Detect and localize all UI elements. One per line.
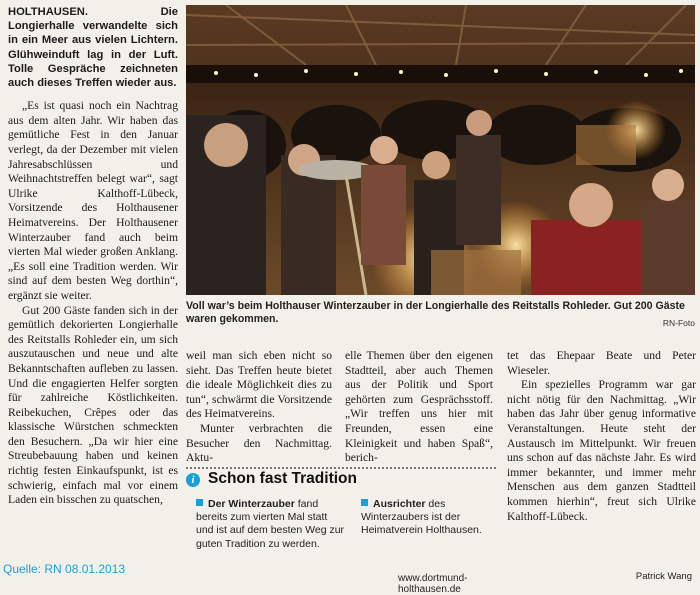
info-item-text: fand bereits zum vierten Mal statt und ist auf dem besten Weg zur guten Tradition zu werden. — [196, 498, 345, 550]
article-paragraph: tet das Ehepaar Beate und Peter Wieseler. — [507, 349, 696, 377]
event-photo — [186, 5, 695, 295]
info-item — [361, 498, 501, 538]
article-paragraph: „Es ist quasi noch ein Nachtrag aus dem alten Jahr. Wir haben das gemütliche Fest in den Januar verlegt, da der Dezember mit vielen Jahresabschlüssen und Weihnachtstreffen belegt war“, sagt Ulrike Kalthoff-Lübeck, Vorsitzende des Holthausener Heimatvereins. Der Holthausener Winterzauber fand auch beim vierten Mal wieder großen Anklang. „Es soll eine Tradition werden. Wir sind auf dem besten Weg dorthin“, ergänzt sie weiter. — [8, 99, 178, 302]
article-column-2 — [186, 349, 332, 466]
info-box — [186, 470, 500, 595]
lead-text: Die Longierhalle verwandelte sich in ein Meer aus vielen Lichtern. Glühweinduft lag in der Luft. Tolle Gespräche zeichneten auch dieses Treffen wieder aus. — [8, 6, 178, 90]
article-paragraph: Gut 200 Gäste fanden sich in der gemütlich dekorierten Longierhalle des Reitstalls Rohleder ein, um sich auszutauschen und neue und alte Bekanntschaften aufleben zu lassen. Und die engagierten Helfer sorgten für zahlreiche Köstlichkeiten. Reibekuchen, Crêpes oder das klassische Würstchen schmeckten den Besuchern. „Da wir hier eine Streubebauung haben und keinen richtig festen Einkaufspunkt, ist es schwierig, einfach mal vor einem Laden ein bisschen zu quatschen, — [8, 303, 178, 507]
info-item-bold: Ausrichter — [373, 498, 426, 510]
article-column-1 — [8, 5, 178, 508]
bullet-square-icon — [361, 499, 368, 506]
article-paragraph: Munter verbrachten die Besucher den Nachmittag. Aktu- — [186, 421, 332, 465]
article-paragraph: Ein spezielles Programm war gar nicht nötig für den Nachmittag. „Wir haben das Jahr über genug informative Veranstaltungen. Heute steht der Austausch im Mittelpunkt. Wir freuen uns schon auf das nächste Jahr. Es wird immer bekannter, und immer mehr Menschen aus dem ganzen Stadtteil kommen hierhin“, freut sich Ulrike Kalthoff-Lübeck. — [507, 378, 696, 523]
article-paragraph: weil man sich eben nicht so sieht. Das Treffen heute bietet die ideale Möglichkeit dies zu tun“, schwärmt die Vorsitzende des Heimatvereins. — [186, 349, 332, 421]
info-item-text: des Winterzaubers ist der Heimatverein Holthausen. — [361, 498, 482, 537]
article-paragraph: elle Themen über den eigenen Stadtteil, aber auch Themen aus der Politik und Sport gehörten zum Gesprächsstoff. „Wir treffen uns hier mit Freunden, essen eine Kleinigkeit und haben Spaß“, berich- — [345, 349, 493, 465]
source-line: Quelle: RN 08.01.2013 — [3, 562, 126, 576]
info-link[interactable]: www.dortmund-holthausen.de — [398, 573, 468, 595]
photo-caption: Voll war’s beim Holthauser Winterzauber in der Longierhalle des Reitstalls Rohleder. Gut 200 Gäste waren gekommen. — [186, 300, 685, 326]
info-icon: i — [186, 473, 200, 487]
info-title: Schon fast Tradition — [208, 470, 357, 487]
bullet-square-icon — [196, 499, 203, 506]
article-column-4 — [507, 349, 696, 524]
article-column-3 — [345, 349, 493, 466]
info-item-bold: Der Winterzauber — [208, 498, 295, 510]
author-byline: Patrick Wang — [635, 571, 692, 582]
dateline: HOLTHAUSEN. — [8, 6, 88, 18]
info-divider — [186, 467, 496, 469]
photo-credit: RN-Foto — [662, 318, 695, 328]
info-item — [196, 498, 346, 551]
article-lead — [8, 5, 178, 90]
